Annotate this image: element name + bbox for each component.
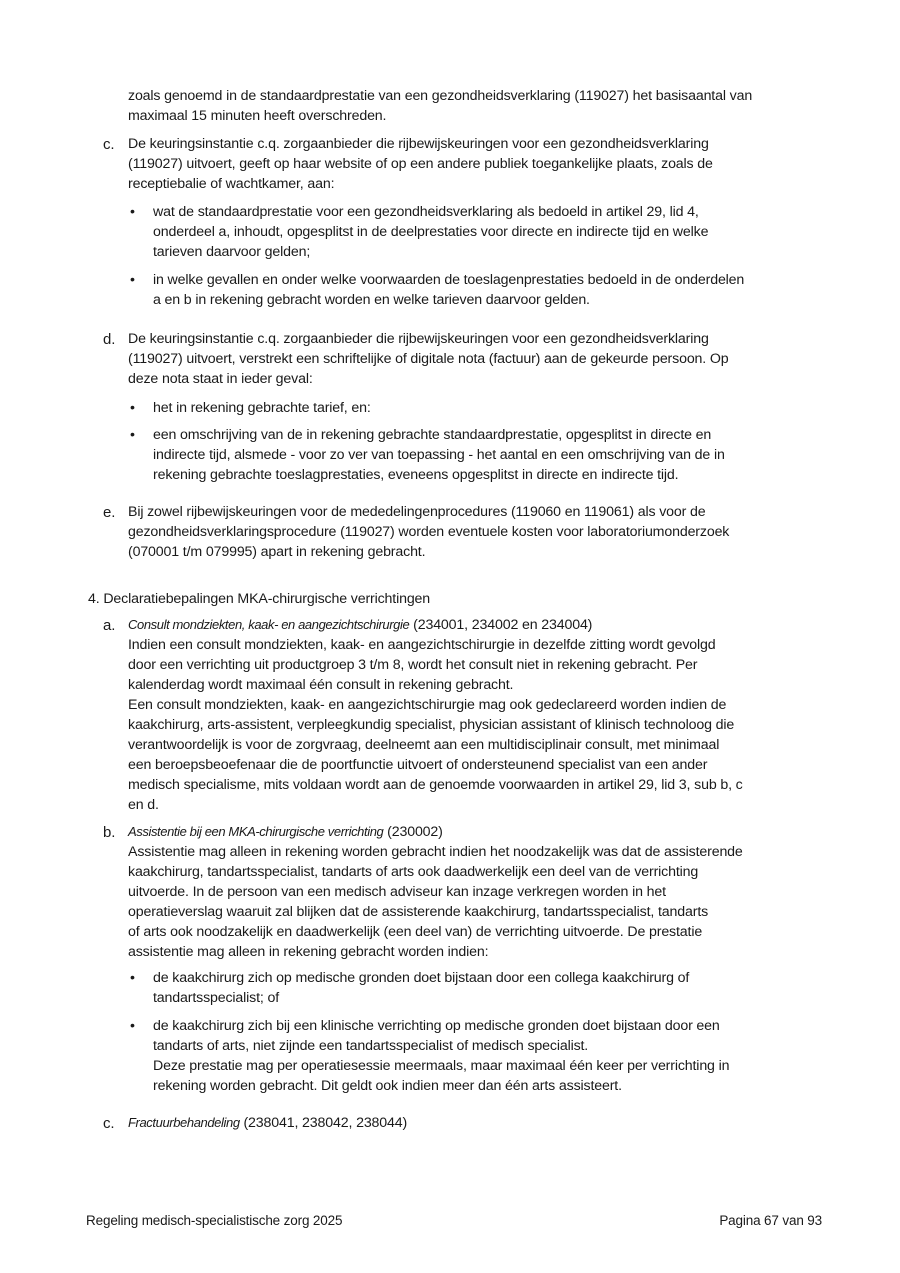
bullet-icon: • <box>130 272 135 288</box>
list-item-text <box>128 329 818 389</box>
bullet-icon: • <box>130 1018 135 1034</box>
text-line: Indien een consult mondziekten, kaak- en aangezichtschirurgie in dezelfde zitting wordt gevolgd <box>128 637 716 653</box>
text-line: kaakchirurg, tandartsspecialist, tandarts of arts ook daadwerkelijk een deel van de verrichting <box>128 864 699 880</box>
text-line: en d. <box>128 797 159 813</box>
footer-document-title: Regeling medisch-specialistische zorg 2025 <box>86 1213 343 1228</box>
text-line: een beroepsbeoefenaar die de poortfunctie uitvoert of ondersteunend specialist van een ander <box>128 757 708 773</box>
text-line: in welke gevallen en onder welke voorwaarden de toeslagenprestaties bedoeld in de onderdelen <box>153 272 745 288</box>
text-line: Assistentie mag alleen in rekening worden gebracht indien het noodzakelijk was dat de assisterende <box>128 844 743 860</box>
item-title-codes: (234001, 234002 en 234004) <box>409 617 593 633</box>
list-marker: e. <box>103 504 116 521</box>
item-title <box>128 615 818 635</box>
text-line: tandartsspecialist; of <box>153 990 280 1006</box>
bullet-icon: • <box>130 970 135 986</box>
text-line: tandarts of arts, niet zijnde een tandartsspecialist of medisch specialist. <box>153 1038 589 1054</box>
list-item-text <box>128 1113 818 1133</box>
text-line: de kaakchirurg zich bij een klinische verrichting op medische gronden doet bijstaan door een <box>153 1018 720 1034</box>
text-line: De keuringsinstantie c.q. zorgaanbieder die rijbewijskeuringen voor een gezondheidsverklaring <box>128 331 709 347</box>
list-marker: b. <box>103 824 116 841</box>
text-line: rekening gebrachte toeslagprestaties, eveneens opgesplitst in directe en indirecte tijd. <box>153 467 679 483</box>
item-title-italic: Assistentie bij een MKA-chirurgische verrichting <box>128 824 384 839</box>
item-title-italic: Consult mondziekten, kaak- en aangezichtschirurgie <box>128 617 410 632</box>
text-line: medisch specialisme, mits voldaan wordt aan de genoemde voorwaarden in artikel 29, lid 3, sub b, c <box>128 777 743 793</box>
text-line: maximaal 15 minuten heeft overschreden. <box>128 108 387 124</box>
text-line: Bij zowel rijbewijskeuringen voor de mededelingenprocedures (119060 en 119061) als voor de <box>128 504 706 520</box>
section-heading: 4. Declaratiebepalingen MKA-chirurgische verrichtingen <box>88 591 431 607</box>
text-line: verantwoordelijk is voor de zorgvraag, deelneemt aan een multidisciplinair consult, met minimaal <box>128 737 720 753</box>
continuation-paragraph <box>128 86 752 126</box>
list-item-text <box>128 615 818 815</box>
text-line: De keuringsinstantie c.q. zorgaanbieder die rijbewijskeuringen voor een gezondheidsverklaring <box>128 136 709 152</box>
text-line: (119027) uitvoert, geeft op haar website of op een andere publiek toegankelijke plaats, zoals de <box>128 156 713 172</box>
bullet-icon: • <box>130 204 135 220</box>
text-line: een omschrijving van de in rekening gebrachte standaardprestatie, opgesplitst in directe en <box>153 427 712 443</box>
text-line: of arts ook noodzakelijk en daadwerkelijk (een deel van) de verrichting uitvoerde. De prestatie <box>128 924 703 940</box>
text-line: indirecte tijd, alsmede - voor zo ver van toepassing - het aantal en een omschrijving van de in <box>153 447 725 463</box>
list-marker: c. <box>103 136 115 153</box>
text-line: (119027) uitvoert, verstrekt een schriftelijke of digitale nota (factuur) aan de gekeurde persoon. Op <box>128 351 729 367</box>
text-line: zoals genoemd in de standaardprestatie van een gezondheidsverklaring (119027) het basisaantal van <box>128 88 753 104</box>
text-line: Een consult mondziekten, kaak- en aangezichtschirurgie mag ook gedeclareerd worden indien de <box>128 697 727 713</box>
item-title <box>128 1113 818 1133</box>
text-line: Deze prestatie mag per operatiesessie meermaals, maar maximaal één keer per verrichting in <box>153 1058 730 1074</box>
text-line: kaakchirurg, arts-assistent, verpleegkundig specialist, physician assistant of klinisch technoloog die <box>128 717 735 733</box>
item-title-codes: (230002) <box>383 824 443 840</box>
list-item-text <box>128 502 818 562</box>
list-item-text <box>128 822 818 962</box>
text-line: assistentie mag alleen in rekening gebracht worden indien: <box>128 944 489 960</box>
list-marker: a. <box>103 617 116 634</box>
text-line: wat de standaardprestatie voor een gezondheidsverklaring als bedoeld in artikel 29, lid 4, <box>153 204 699 220</box>
text-line: deze nota staat in ieder geval: <box>128 371 313 387</box>
text-line: a en b in rekening gebracht worden en welke tarieven daarvoor gelden. <box>153 292 590 308</box>
bullet-icon: • <box>130 427 135 443</box>
text-line: de kaakchirurg zich op medische gronden doet bijstaan door een collega kaakchirurg of <box>153 970 690 986</box>
text-line: door een verrichting uit productgroep 3 t/m 8, wordt het consult niet in rekening gebracht. Per <box>128 657 698 673</box>
item-title-codes: (238041, 238042, 238044) <box>239 1115 408 1131</box>
text-line: (070001 t/m 079995) apart in rekening gebracht. <box>128 544 426 560</box>
list-marker: d. <box>103 331 116 348</box>
text-line: operatieverslag waaruit zal blijken dat de assisterende kaakchirurg, tandartsspecialist, tandarts <box>128 904 709 920</box>
bullet-icon: • <box>130 400 135 416</box>
text-line: rekening worden gebracht. Dit geldt ook indien meer dan één arts assisteert. <box>153 1078 622 1094</box>
list-item-text <box>128 134 818 194</box>
text-line: receptiebalie of wachtkamer, aan: <box>128 176 335 192</box>
text-line: uitvoerde. In de persoon van een medisch adviseur kan inzage verkregen worden in het <box>128 884 666 900</box>
text-line: gezondheidsverklaringsprocedure (119027) worden eventuele kosten voor laboratoriumonderzoek <box>128 524 730 540</box>
item-title-italic: Fractuurbehandeling <box>128 1115 240 1130</box>
text-line: het in rekening gebrachte tarief, en: <box>153 400 371 416</box>
list-marker: c. <box>103 1115 115 1132</box>
item-title <box>128 822 818 842</box>
footer-page-number: Pagina 67 van 93 <box>719 1213 822 1228</box>
text-line: kalenderdag wordt maximaal één consult in rekening gebracht. <box>128 677 514 693</box>
text-line: onderdeel a, inhoudt, opgesplitst in de deelprestaties voor directe en indirecte tijd en welke <box>153 224 709 240</box>
text-line: tarieven daarvoor gelden; <box>153 244 311 260</box>
